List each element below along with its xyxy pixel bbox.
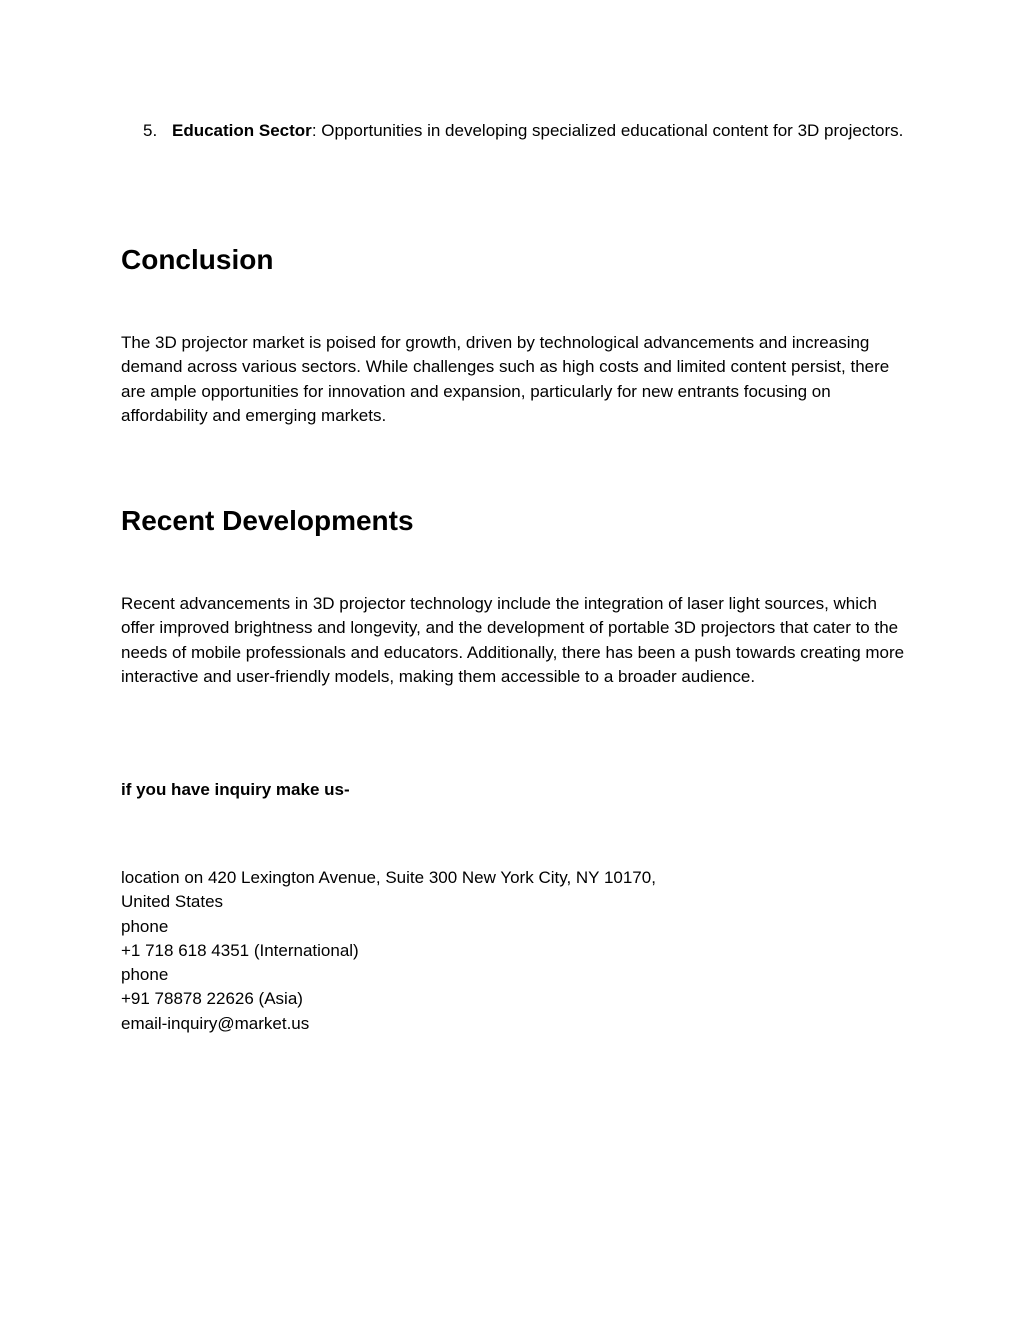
list-item-text bbox=[172, 119, 911, 144]
conclusion-paragraph: The 3D projector market is poised for growth, driven by technological advancements and increasing demand across various sectors. While challenges such as high costs and limited content persist, there are ample opportunities for innovation and expansion, particularly for new entrants focusing on affordability and emerging markets. bbox=[121, 333, 890, 425]
email-address: email-inquiry@market.us bbox=[121, 1013, 310, 1033]
list-item-number: 5. bbox=[143, 121, 158, 140]
list-item-description: : Opportunities in developing specialized educational content for 3D projectors. bbox=[311, 121, 904, 140]
list-item-term: Education Sector bbox=[172, 121, 312, 140]
recent-developments-heading: Recent Developments bbox=[121, 505, 414, 536]
phone-number-asia: +91 78878 22626 (Asia) bbox=[121, 989, 303, 1009]
conclusion-heading: Conclusion bbox=[121, 244, 274, 275]
phone-label-asia: phone bbox=[121, 965, 169, 985]
inquiry-label: if you have inquiry make us- bbox=[121, 780, 350, 799]
location-line-1: location on 420 Lexington Avenue, Suite 300 New York City, NY 10170, bbox=[121, 868, 656, 887]
location-line-2: United States bbox=[121, 892, 224, 912]
list-item-education-sector bbox=[121, 119, 911, 144]
phone-label-international: phone bbox=[121, 916, 169, 936]
recent-developments-paragraph: Recent advancements in 3D projector technology include the integration of laser light sources, which offer improved brightness and longevity, and the development of portable 3D projectors that cater to the needs of mobile professionals and educators. Additionally, there has been a push towards creating more interactive and user-friendly models, making them accessible to a broader audience. bbox=[121, 594, 905, 686]
phone-number-international: +1 718 618 4351 (International) bbox=[121, 940, 359, 960]
contact-block bbox=[121, 866, 821, 1036]
